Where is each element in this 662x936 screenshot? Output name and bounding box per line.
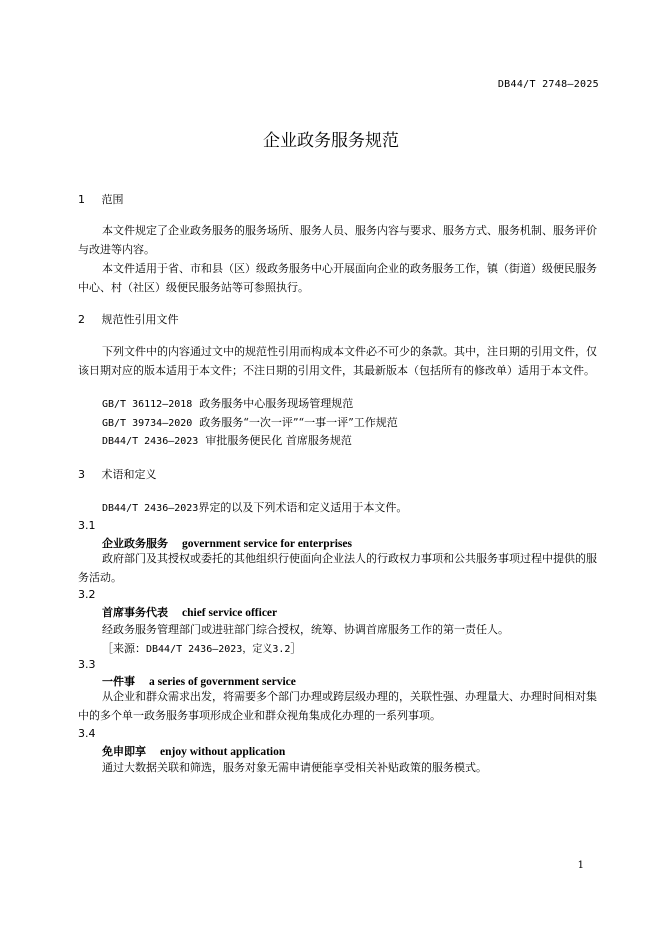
normative-reference	[102, 413, 398, 433]
term-source	[102, 639, 301, 659]
source-suffix: ］	[290, 642, 302, 655]
term-definition: 通过大数据关联和筛选，服务对象无需申请便能享受相关补贴政策的服务模式。	[102, 761, 487, 774]
section-2-paragraph-1: 下列文件中的内容通过文中的规范性引用而构成本文件必不可少的条款。其中，注日期的引用文件，仅该日期对应的版本适用于本文件；不注日期的引用文件，其最新版本（包括所有的修改单）适用于本文件。	[78, 345, 597, 377]
section-3-heading	[78, 466, 157, 482]
section-number: 2	[78, 313, 85, 326]
term-en: a series of government service	[149, 676, 296, 688]
section-1-heading	[78, 191, 124, 207]
source-code: DB44/T 2436—2023，定义3.2	[146, 644, 291, 655]
reference-title: 政务服务“一次一评”“一事一评”工作规范	[199, 416, 398, 429]
standard-code: DB44/T 2748—2025	[497, 79, 599, 90]
term-zh: 免申即享	[102, 745, 146, 758]
term-name	[102, 604, 277, 620]
section-title: 范围	[101, 193, 124, 206]
section-title: 术语和定义	[101, 468, 157, 481]
term-name	[102, 743, 285, 759]
reference-title: 审批服务便民化 首席服务规范	[205, 434, 352, 447]
source-prefix: ［来源：	[102, 642, 146, 655]
term-zh: 企业政务服务	[102, 537, 168, 550]
normative-reference	[102, 394, 353, 414]
reference-code: GB/T 39734—2020	[102, 418, 193, 429]
section-number: 3	[78, 468, 85, 481]
section-number: 1	[78, 193, 85, 206]
term-zh: 一件事	[102, 675, 135, 688]
intro-code: DB44/T 2436—2023	[102, 503, 199, 514]
section-title: 规范性引用文件	[101, 313, 179, 326]
section-3-intro	[102, 498, 407, 518]
intro-text: 界定的以及下列术语和定义适用于本文件。	[198, 501, 408, 514]
term-number: 3.2	[78, 588, 96, 601]
section-2-heading	[78, 311, 179, 327]
term-definition: 政府部门及其授权或委托的其他组织行使面向企业法人的行政权力事项和公共服务事项过程中提供的服务活动。	[78, 552, 597, 584]
reference-code: DB44/T 2436—2023	[102, 436, 199, 447]
term-definition: 经政务服务管理部门或进驻部门综合授权，统筹、协调首席服务工作的第一责任人。	[102, 623, 509, 636]
reference-code: GB/T 36112—2018	[102, 399, 193, 410]
term-en: chief service officer	[182, 607, 278, 619]
section-1-paragraph-1: 本文件规定了企业政务服务的服务场所、服务人员、服务内容与要求、服务方式、服务机制、服务评价与改进等内容。	[78, 224, 597, 256]
term-number: 3.3	[78, 658, 96, 671]
page-number: 1	[577, 860, 584, 871]
term-number: 3.4	[78, 727, 96, 740]
normative-reference	[102, 431, 352, 451]
term-number: 3.1	[78, 519, 96, 532]
term-en: enjoy without application	[160, 746, 286, 758]
reference-title: 政务服务中心服务现场管理规范	[199, 397, 354, 410]
term-definition: 从企业和群众需求出发，将需要多个部门办理或跨层级办理的，关联性强、办理量大、办理时间相对集中的多个单一政务服务事项形成企业和群众视角集成化办理的一系列事项。	[78, 690, 597, 722]
document-title: 企业政务服务规范	[263, 131, 399, 151]
term-en: government service for enterprises	[182, 538, 352, 550]
term-zh: 首席事务代表	[102, 606, 168, 619]
section-1-paragraph-2: 本文件适用于省、市和县（区）级政务服务中心开展面向企业的政务服务工作，镇（街道）级便民服务中心、村（社区）级便民服务站等可参照执行。	[78, 262, 597, 294]
